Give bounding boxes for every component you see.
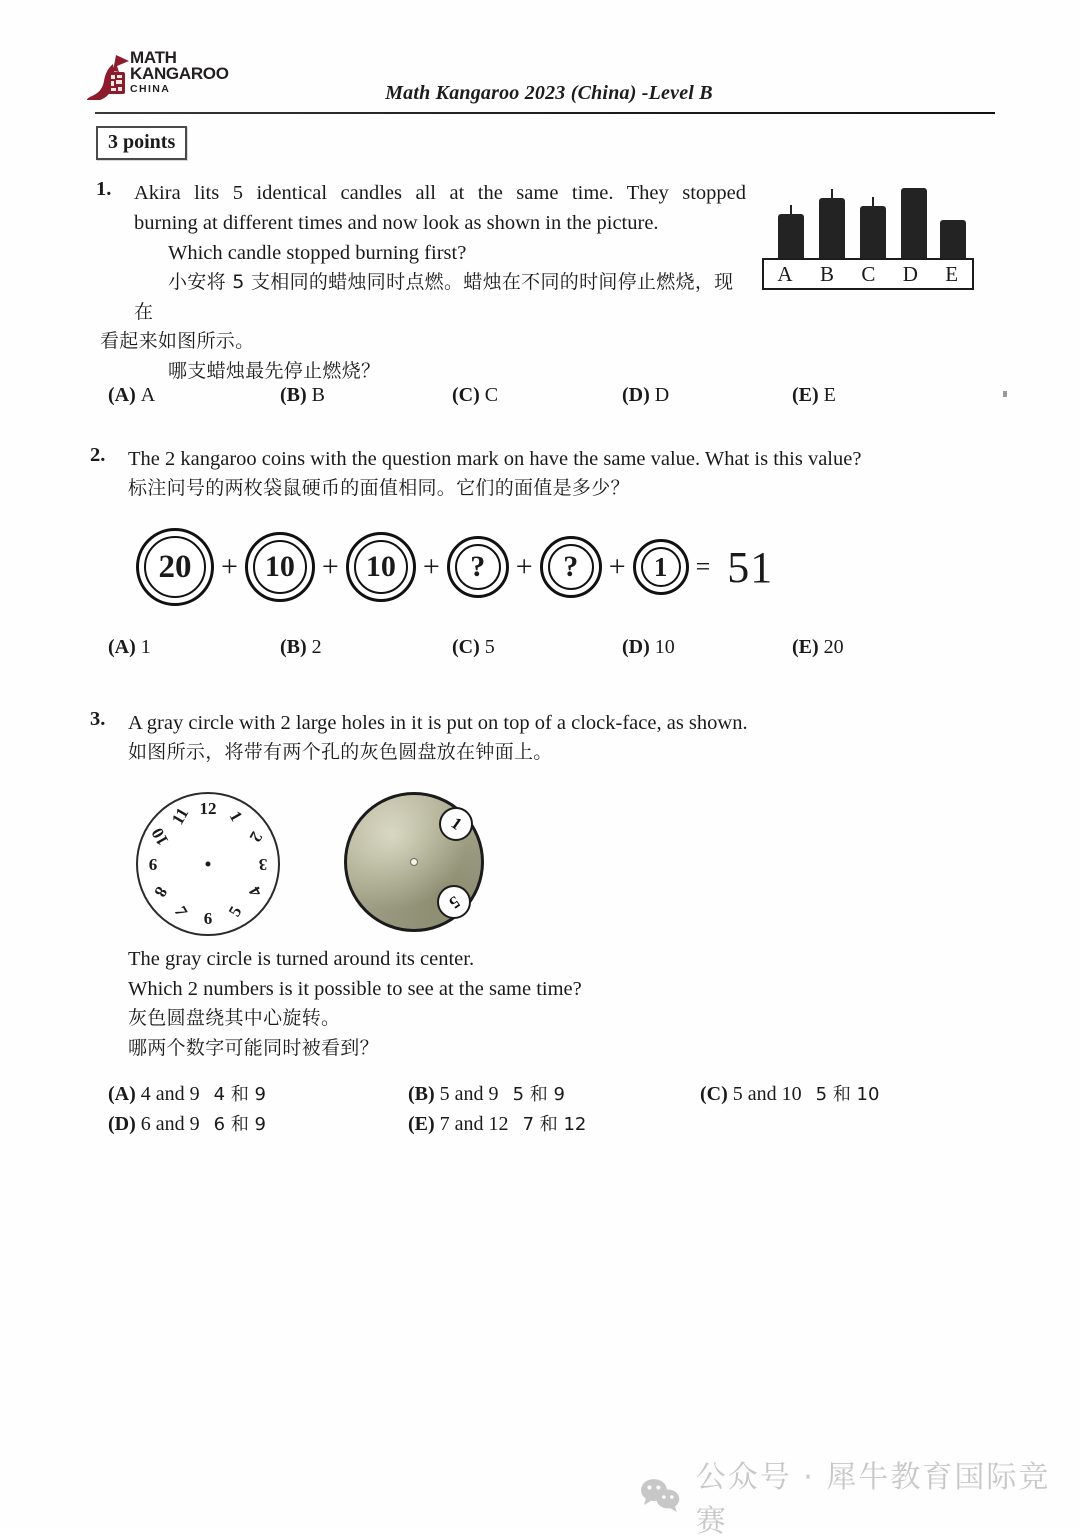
clock-number-3: 3 xyxy=(258,855,268,874)
clock-number-10: 10 xyxy=(147,824,173,849)
candle-c xyxy=(860,206,886,260)
question-1-cn-line-2: 看起来如图所示。 xyxy=(100,330,255,353)
coin-equation-figure xyxy=(136,528,773,606)
coin-question-first-value: ? xyxy=(470,550,486,583)
option-2-e-value: 20 xyxy=(823,636,844,658)
option-3-b-tag: (B) xyxy=(408,1083,435,1105)
coin-1-value: 1 xyxy=(653,551,668,582)
candle-base-labels xyxy=(762,258,974,290)
question-1-cn-line-3: 哪支蜡烛最先停止燃烧？ xyxy=(168,359,381,382)
candle-label-a: A xyxy=(777,261,794,286)
candle-e xyxy=(940,220,966,260)
option-2-a[interactable] xyxy=(108,636,280,659)
question-2 xyxy=(90,444,960,504)
option-3-d-tag: (D) xyxy=(108,1113,136,1135)
option-1-c[interactable] xyxy=(452,384,622,407)
plus-sign-4: + xyxy=(515,550,533,583)
coin-20-value: 20 xyxy=(158,548,192,585)
coin-10-second xyxy=(346,532,416,602)
option-2-b[interactable] xyxy=(280,636,452,659)
option-3-e-cn: 7 和 12 xyxy=(522,1114,587,1135)
question-2-cn-line-1: 标注问号的两枚袋鼠硬币的面值相同。它们的面值是多少？ xyxy=(128,477,630,500)
option-2-c-tag: (C) xyxy=(452,636,480,658)
question-1-cn-line-1: 小安将 5 支相同的蜡烛同时点燃。蜡烛在不同的时间停止燃烧，现在 xyxy=(134,271,734,323)
option-3-c-cn: 5 和 10 xyxy=(815,1084,880,1105)
question-3-options-row-1 xyxy=(108,1080,938,1106)
option-2-b-value: 2 xyxy=(311,636,322,658)
question-3-body xyxy=(128,708,910,768)
clock-number-8: 8 xyxy=(150,883,172,901)
question-3-cn-line-1: 如图所示，将带有两个孔的灰色圆盘放在钟面上。 xyxy=(128,741,553,764)
option-3-a-value: 4 and 9 xyxy=(140,1083,200,1105)
option-2-d[interactable] xyxy=(622,636,792,659)
clock-number-7: 7 xyxy=(170,902,192,920)
option-1-b-value: B xyxy=(311,384,326,406)
candle-label-e: E xyxy=(945,261,959,286)
plus-sign-5: + xyxy=(608,550,626,583)
candle-b xyxy=(819,198,845,260)
option-3-b-cn: 5 和 9 xyxy=(512,1084,565,1105)
candle-a xyxy=(778,214,804,260)
points-badge: 3 points xyxy=(96,126,187,160)
option-2-c-value: 5 xyxy=(484,636,495,658)
question-2-body xyxy=(128,444,960,504)
option-3-a-tag: (A) xyxy=(108,1083,136,1105)
candles-figure xyxy=(762,190,974,290)
question-1 xyxy=(96,178,746,386)
clock-number-4: 4 xyxy=(244,883,266,901)
option-2-a-value: 1 xyxy=(140,636,151,658)
clock-number-1: 1 xyxy=(225,807,247,825)
option-1-a[interactable] xyxy=(108,384,280,407)
disk-hole-bottom-value: 5 xyxy=(445,892,464,913)
question-3-en-line-2: The gray circle is turned around its center. xyxy=(128,948,475,970)
option-1-e[interactable] xyxy=(792,384,836,407)
option-3-b-value: 5 and 9 xyxy=(439,1083,499,1105)
coin-10-first xyxy=(245,532,315,602)
candle-label-b: B xyxy=(819,261,835,286)
clock-number-2: 2 xyxy=(245,828,267,846)
question-2-number: 2. xyxy=(90,444,106,466)
question-1-number: 1. xyxy=(96,178,112,200)
wechat-watermark xyxy=(640,1452,1080,1540)
coin-question-second-value: ? xyxy=(563,550,579,583)
option-3-a[interactable] xyxy=(108,1080,408,1106)
option-2-e[interactable] xyxy=(792,636,844,659)
clock-number-6: 6 xyxy=(203,909,213,928)
option-1-d-tag: (D) xyxy=(622,384,650,406)
clock-face-figure xyxy=(136,792,286,932)
candle-d xyxy=(901,188,927,260)
question-1-en-line-1: Akira lits 5 identical candles all at the same time. They stopped xyxy=(134,182,746,204)
clock-number-11: 11 xyxy=(167,804,193,828)
question-1-en-line-3: Which candle stopped burning first? xyxy=(168,242,467,265)
option-3-b[interactable] xyxy=(408,1080,700,1106)
clock-number-12: 12 xyxy=(199,799,217,818)
option-1-e-value: E xyxy=(823,384,836,406)
page-header xyxy=(0,44,1080,114)
disk-hole-top xyxy=(439,807,473,841)
question-3-en-line-3: Which 2 numbers is it possible to see at the same time? xyxy=(128,978,582,1001)
disk-center-dot xyxy=(410,858,418,866)
option-1-c-tag: (C) xyxy=(452,384,480,406)
watermark-text: 公众号 · 犀牛教育国际竞赛 xyxy=(695,1460,1051,1539)
option-3-e-tag: (E) xyxy=(408,1113,435,1135)
option-3-d-cn: 6 和 9 xyxy=(213,1114,267,1135)
equals-sign: = xyxy=(695,552,711,581)
option-3-e[interactable] xyxy=(408,1110,700,1136)
option-2-a-tag: (A) xyxy=(108,636,136,658)
question-1-options xyxy=(108,384,898,407)
gray-disk xyxy=(344,792,484,932)
coin-10-first-value: 10 xyxy=(264,550,295,583)
option-1-d-value: D xyxy=(654,384,670,406)
option-1-c-value: C xyxy=(484,384,499,406)
candle-label-c: C xyxy=(861,261,876,286)
option-1-b[interactable] xyxy=(280,384,452,407)
candle-label-d: D xyxy=(902,261,919,286)
disk-hole-top-value: 1 xyxy=(447,813,466,834)
option-3-c-tag: (C) xyxy=(700,1083,728,1105)
question-3-cn-line-3: 哪两个数字可能同时被看到？ xyxy=(128,1036,379,1059)
coin-question-second xyxy=(540,536,602,598)
option-3-d-value: 6 and 9 xyxy=(140,1113,200,1135)
option-3-e-value: 7 and 12 xyxy=(439,1113,509,1135)
option-3-d[interactable] xyxy=(108,1110,408,1136)
question-3-continuation xyxy=(128,944,828,1063)
logo-line-china: CHINA xyxy=(130,82,171,95)
option-2-c[interactable] xyxy=(452,636,622,659)
option-2-e-tag: (E) xyxy=(792,636,819,658)
header-divider xyxy=(95,112,995,114)
question-3-number: 3. xyxy=(90,708,106,730)
wechat-icon xyxy=(640,1478,682,1514)
option-2-d-tag: (D) xyxy=(622,636,650,658)
plus-sign-2: + xyxy=(321,550,339,583)
equation-sum: 51 xyxy=(727,542,774,592)
gray-disk-figure xyxy=(344,792,484,932)
question-3-cn-line-2: 灰色圆盘绕其中心旋转。 xyxy=(128,1007,341,1030)
coin-question-first xyxy=(447,536,509,598)
option-1-d[interactable] xyxy=(622,384,792,407)
option-1-a-tag: (A) xyxy=(108,384,136,406)
clock-center-dot xyxy=(206,862,211,867)
candle-wick-b xyxy=(831,189,833,198)
option-3-a-cn: 4 和 9 xyxy=(213,1084,267,1105)
logo-line-kangaroo: KANGAROO xyxy=(130,64,229,84)
scan-artifact xyxy=(1003,391,1007,397)
coin-20 xyxy=(136,528,214,606)
option-3-c[interactable] xyxy=(700,1080,879,1106)
coin-10-second-value: 10 xyxy=(365,550,396,583)
candle-wick-c xyxy=(872,197,874,206)
plus-sign-1: + xyxy=(221,550,238,583)
question-1-en-line-2: burning at different times and now look as shown in the picture. xyxy=(134,212,659,235)
option-1-a-value: A xyxy=(140,384,156,406)
coin-1 xyxy=(633,539,689,595)
clock-number-9: 9 xyxy=(148,855,158,874)
question-3 xyxy=(90,708,910,768)
option-1-e-tag: (E) xyxy=(792,384,819,406)
question-2-en-line-1: The 2 kangaroo coins with the question mark on have the same value. What is this value? xyxy=(128,448,862,470)
disk-hole-bottom xyxy=(437,885,471,919)
option-2-b-tag: (B) xyxy=(280,636,307,658)
option-2-d-value: 10 xyxy=(654,636,675,658)
clock-face-circle xyxy=(136,792,280,936)
option-1-b-tag: (B) xyxy=(280,384,307,406)
question-3-en-line-1: A gray circle with 2 large holes in it is put on top of a clock-face, as shown. xyxy=(128,712,748,734)
clock-number-5: 5 xyxy=(224,902,246,920)
option-3-c-value: 5 and 10 xyxy=(732,1083,802,1105)
document-title: Math Kangaroo 2023 (China) -Level B xyxy=(385,82,713,104)
question-3-options-row-2 xyxy=(108,1110,938,1136)
logo-line-math: MATH xyxy=(130,48,177,67)
candle-wick-a xyxy=(790,205,792,214)
question-2-options xyxy=(108,636,898,659)
plus-sign-3: + xyxy=(422,550,440,583)
question-1-body xyxy=(100,178,746,386)
